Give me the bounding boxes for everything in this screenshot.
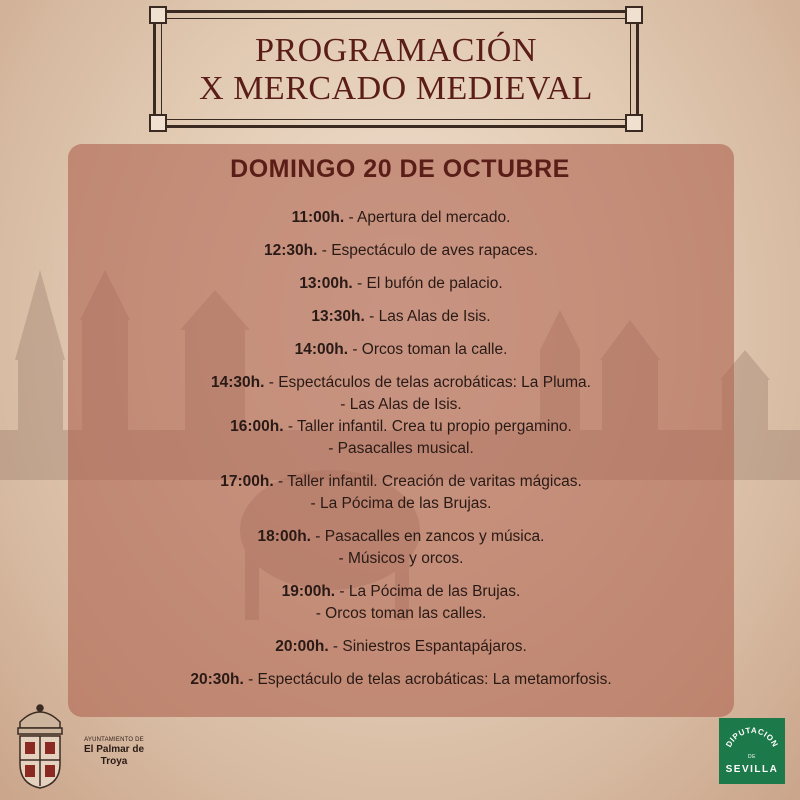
entry-time: 11:00h.	[291, 209, 345, 226]
title-line-2: X MERCADO MEDIEVAL	[199, 70, 593, 107]
schedule-entry	[68, 471, 734, 493]
entry-description: - Siniestros Espantapájaros.	[328, 638, 527, 655]
municipality-name-line2: Troya	[100, 756, 128, 767]
day-heading: DOMINGO 20 DE OCTUBRE	[230, 155, 570, 183]
entry-description: - Músicos y orcos.	[338, 550, 464, 567]
schedule-gap	[68, 262, 734, 273]
schedule-entry	[68, 526, 734, 548]
municipality-label-small: AYUNTAMIENTO DE	[84, 737, 144, 743]
title-line-1: PROGRAMACIÓN	[255, 32, 537, 69]
schedule-gap	[68, 229, 734, 240]
entry-description: - El bufón de palacio.	[352, 275, 503, 292]
diputacion-de-label: DE	[748, 754, 756, 760]
schedule-entry	[68, 273, 734, 295]
entry-description: - Apertura del mercado.	[344, 209, 511, 226]
schedule-gap	[68, 460, 734, 471]
entry-description: - Espectáculos de telas acrobáticas: La Pluma.	[264, 374, 591, 391]
schedule-entry	[68, 339, 734, 361]
schedule-entry	[68, 581, 734, 603]
diputacion-sevilla-logo	[719, 718, 785, 784]
entry-description: - La Pócima de las Brujas.	[310, 495, 492, 512]
schedule-gap	[68, 570, 734, 581]
entry-time: 18:00h.	[257, 528, 311, 545]
entry-time: 19:00h.	[281, 583, 336, 600]
entry-description: - Taller infantil. Creación de varitas mágicas.	[273, 473, 582, 490]
entry-time: 12:30h.	[264, 242, 318, 259]
entry-description: - Espectáculo de telas acrobáticas: La metamorfosis.	[243, 671, 612, 688]
entry-description: - Taller infantil. Crea tu propio pergamino.	[283, 418, 572, 435]
entry-time: 17:00h.	[220, 473, 274, 490]
svg-text:DIPUTACION: DIPUTACION	[724, 725, 780, 749]
schedule-entry	[68, 438, 734, 460]
schedule-gap	[68, 328, 734, 339]
schedule-entry	[68, 240, 734, 262]
entry-time: 13:00h.	[299, 275, 353, 292]
diputacion-sevilla-label: SEVILLA	[725, 764, 779, 775]
schedule-gap	[68, 361, 734, 372]
schedule-gap	[68, 295, 734, 306]
schedule-entry	[68, 636, 734, 658]
entry-time: 13:30h.	[311, 308, 365, 325]
entry-time: 20:00h.	[275, 638, 329, 655]
municipality-logo-text	[78, 736, 150, 768]
schedule-entry	[68, 416, 734, 438]
schedule-entry	[68, 207, 734, 229]
title-frame	[153, 10, 639, 128]
schedule-gap	[68, 625, 734, 636]
entry-description: - Pasacalles musical.	[328, 440, 474, 457]
entry-time: 16:00h.	[230, 418, 284, 435]
municipality-name-line1: El Palmar de	[83, 744, 145, 755]
entry-description: - Las Alas de Isis.	[340, 396, 462, 413]
entry-description: - Orcos toman las calles.	[315, 605, 487, 622]
entry-description: - Orcos toman la calle.	[348, 341, 508, 358]
frame-corner-ornament	[149, 6, 167, 24]
schedule-entry	[68, 493, 734, 515]
schedule-entry	[68, 548, 734, 570]
schedule-entry	[68, 603, 734, 625]
coat-of-arms-icon	[10, 698, 70, 790]
entry-description: - Pasacalles en zancos y música.	[310, 528, 545, 545]
entry-time: 20:30h.	[190, 671, 244, 688]
frame-corner-ornament	[149, 114, 167, 132]
frame-corner-ornament	[625, 6, 643, 24]
entry-description: - Espectáculo de aves rapaces.	[317, 242, 538, 259]
schedule-entry	[68, 394, 734, 416]
schedule-entry	[68, 372, 734, 394]
schedule-entry	[68, 306, 734, 328]
entry-time: 14:30h.	[211, 374, 265, 391]
page-title	[153, 32, 639, 108]
schedule-gap	[68, 658, 734, 669]
schedule-entry	[68, 669, 734, 691]
schedule-gap	[68, 515, 734, 526]
entry-description: - La Pócima de las Brujas.	[335, 583, 521, 600]
entry-description: - Las Alas de Isis.	[364, 308, 491, 325]
schedule-list	[68, 207, 734, 691]
frame-corner-ornament	[625, 114, 643, 132]
entry-time: 14:00h.	[294, 341, 349, 358]
